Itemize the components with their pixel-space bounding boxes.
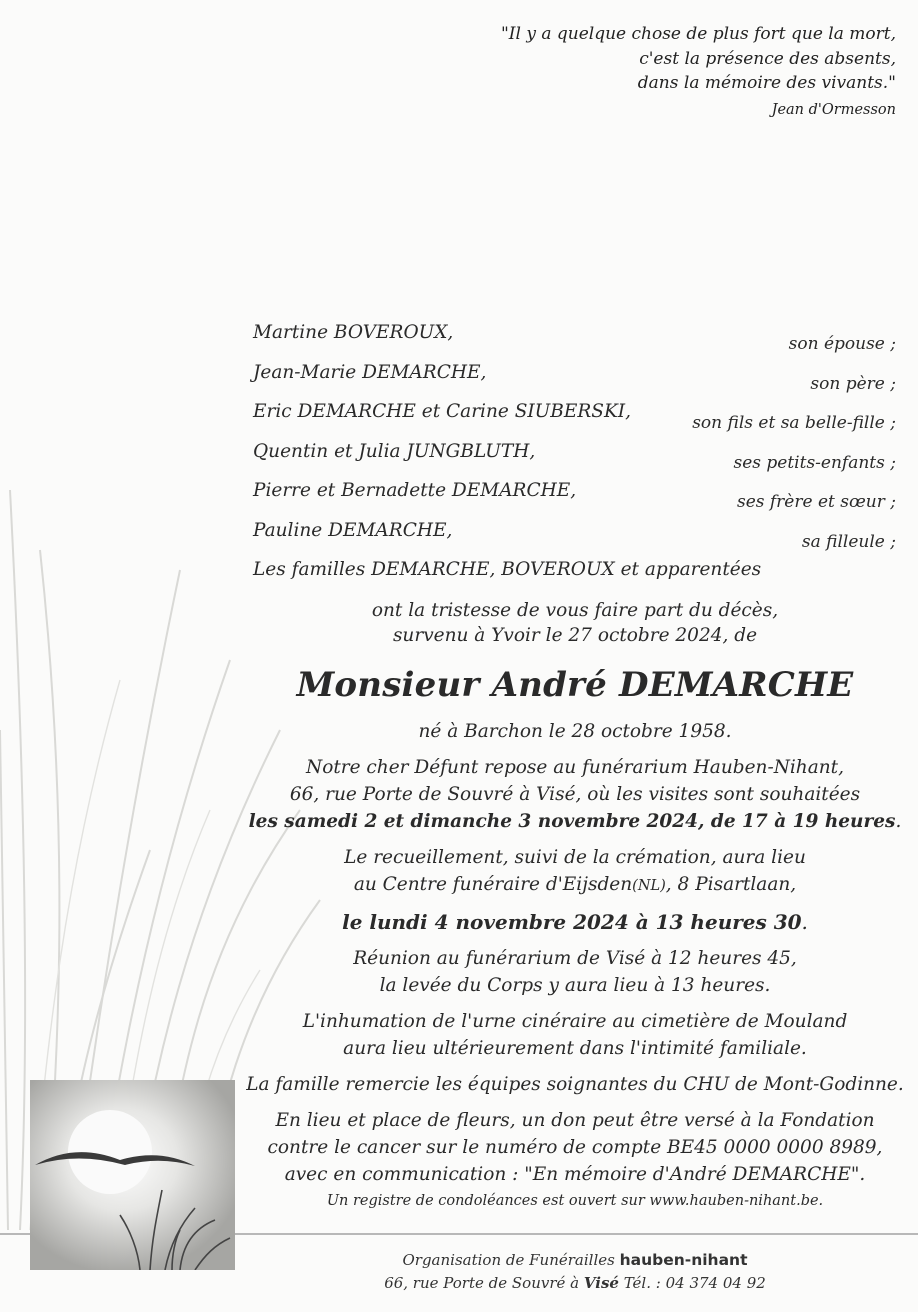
visit-dates-text: les samedi 2 et dimanche 3 novembre 2024, de 17 à 19 heures [248,811,896,832]
family-row [253,322,896,362]
visit-dates-period: . [895,811,902,832]
bird-sunset-photo [30,1080,235,1270]
family-member-relation: sa filleule ; [801,531,896,552]
family-member-name: Martine BOVEROUX, [253,322,454,343]
family-row [253,559,896,599]
footer-org-line [232,1249,918,1272]
announce-line: ont la tristesse de vous faire part du décès, [371,600,779,621]
family-member-name: Jean-Marie DEMARCHE, [253,361,487,383]
quote-author: Jean d'Ormesson [771,101,896,118]
footer-address-line [232,1272,918,1295]
family-list [253,322,896,599]
visit-dates [232,808,918,835]
ceremony-date [232,909,918,936]
footer-address: 66, rue Porte de Souvré à [384,1274,580,1292]
family-row [253,362,896,402]
family-member-relation: son père ; [810,373,896,394]
footer-org-label: Organisation de Funérailles [402,1251,615,1269]
registry-line: Un registre de condoléances est ouvert sur www.hauben-nihant.be. [326,1193,824,1209]
announce-line: survenu à Yvoir le 27 octobre 2024, de [392,625,758,646]
family-member-relation: ses petits-enfants ; [733,452,896,473]
family-member-name: Les familles DEMARCHE, BOVEROUX et apparentées [253,559,762,580]
donation-line: contre le cancer sur le numéro de compte BE45 0000 0000 8989, [267,1137,883,1158]
quote-line: dans la mémoire des vivants." [637,73,896,93]
ceremony-place: au Centre funéraire d'Eijsden [353,874,633,895]
ceremony-address: , 8 Pisartlaan, [665,874,797,895]
family-member-relation: son fils et sa belle-fille ; [692,413,896,433]
ceremony-date-period: . [801,910,808,934]
footer-phone: Tél. : 04 374 04 92 [623,1274,766,1292]
family-member-relation: son épouse ; [788,334,896,354]
burial-line: L'inhumation de l'urne cinéraire au cimetière de Mouland [302,1011,848,1032]
burial-line: aura lieu ultérieurement dans l'intimité familiale. [343,1038,807,1059]
ceremony-line [232,871,918,900]
deceased-name: Monsieur André DEMARCHE [296,665,854,705]
family-row [253,401,896,441]
details-section [232,718,918,1215]
footer-city: Visé [583,1274,619,1292]
family-row [253,441,896,481]
funeral-home-brand: hauben-nihant [619,1251,748,1269]
family-member-relation: ses frère et sœur ; [736,492,896,512]
meeting-line: Réunion au funérarium de Visé à 12 heures 45, [353,948,797,969]
announcement-text [232,598,918,648]
donation-line: En lieu et place de fleurs, un don peut être versé à la Fondation [275,1110,875,1131]
quote-line: "Il y a quelque chose de plus fort que la mort, [500,24,896,44]
family-row [253,520,896,560]
donation-line: avec en communication : "En mémoire d'André DEMARCHE". [284,1164,866,1185]
family-member-name: Pierre et Bernadette DEMARCHE, [253,480,577,501]
family-member-name: Pauline DEMARCHE, [253,519,453,541]
family-row [253,480,896,520]
ceremony-date-text: le lundi 4 novembre 2024 à 13 heures 30 [342,910,802,934]
visit-line: Notre cher Défunt repose au funérarium Hauben-Nihant, [306,757,844,778]
funeral-home-footer [232,1249,918,1295]
ceremony-line: Le recueillement, suivi de la crémation, aura lieu [344,847,806,868]
family-member-name: Eric DEMARCHE et Carine SIUBERSKI, [253,401,631,422]
ceremony-country: (NL) [632,878,666,894]
visit-line: 66, rue Porte de Souvré à Visé, où les visites sont souhaitées [289,784,861,805]
epigraph-quote [501,22,896,122]
family-member-name: Quentin et Julia JUNGBLUTH, [253,440,536,462]
birth-line: né à Barchon le 28 octobre 1958. [418,721,732,742]
quote-line: c'est la présence des absents, [639,48,896,69]
meeting-line: la levée du Corps y aura lieu à 13 heures. [379,975,771,996]
thanks-line: La famille remercie les équipes soignantes du CHU de Mont-Godinne. [246,1074,904,1095]
